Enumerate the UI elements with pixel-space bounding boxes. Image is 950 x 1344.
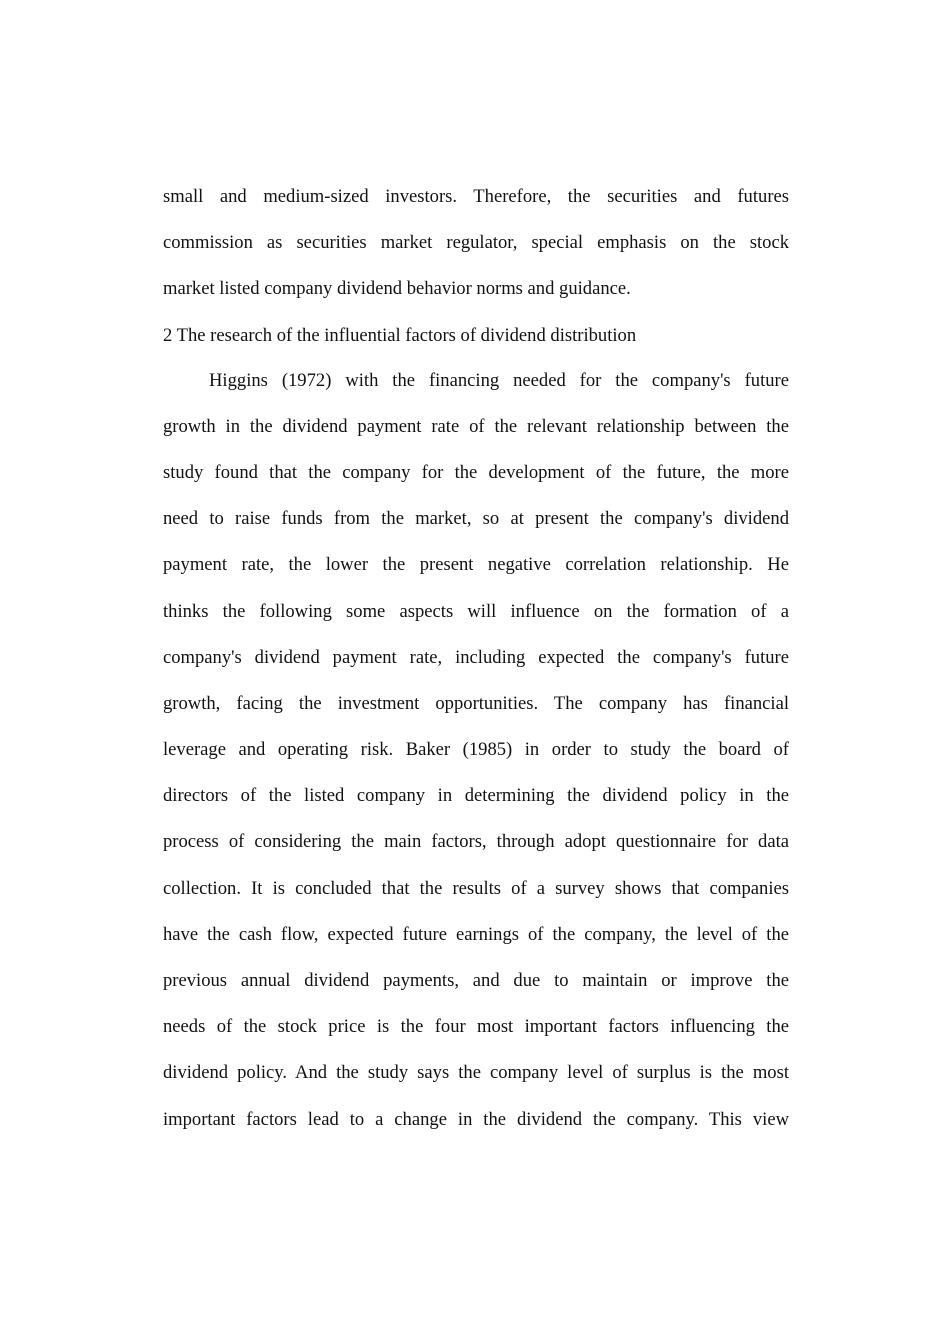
text-line: leverage and operating risk. Baker (1985) in order to study the board of	[163, 739, 789, 761]
text-line: market listed company dividend behavior norms and guidance.	[163, 278, 631, 300]
text-line: growth, facing the investment opportunities. The company has financial	[163, 692, 789, 714]
text-line: growth in the dividend payment rate of the relevant relationship between the	[163, 415, 789, 437]
section-heading: 2 The research of the influential factors of dividend distribution	[163, 324, 637, 346]
text-line: process of considering the main factors, through adopt questionnaire for data	[163, 831, 789, 853]
text-line: Higgins (1972) with the financing needed for the company's future	[209, 369, 789, 391]
text-line: need to raise funds from the market, so at present the company's dividend	[163, 508, 789, 530]
paragraph-2	[163, 366, 789, 1151]
text-line: dividend policy. And the study says the company level of surplus is the most	[163, 1062, 789, 1084]
text-line: payment rate, the lower the present negative correlation relationship. He	[163, 554, 789, 576]
paragraph-1	[163, 182, 789, 321]
text-line: collection. It is concluded that the results of a survey shows that companies	[163, 877, 789, 899]
text-line: have the cash flow, expected future earnings of the company, the level of the	[163, 923, 789, 945]
text-line: company's dividend payment rate, including expected the company's future	[163, 646, 789, 668]
text-line: study found that the company for the development of the future, the more	[163, 461, 789, 483]
body-text	[163, 182, 789, 1151]
text-line: needs of the stock price is the four most important factors influencing the	[163, 1016, 789, 1038]
text-line: small and medium-sized investors. Therefore, the securities and futures	[163, 186, 789, 207]
text-line: important factors lead to a change in the dividend the company. This view	[163, 1108, 789, 1130]
text-line: commission as securities market regulator, special emphasis on the stock	[163, 232, 789, 254]
text-line: directors of the listed company in determining the dividend policy in the	[163, 785, 789, 807]
text-line: previous annual dividend payments, and due to maintain or improve the	[163, 970, 789, 991]
text-line: thinks the following some aspects will influence on the formation of a	[163, 600, 789, 622]
